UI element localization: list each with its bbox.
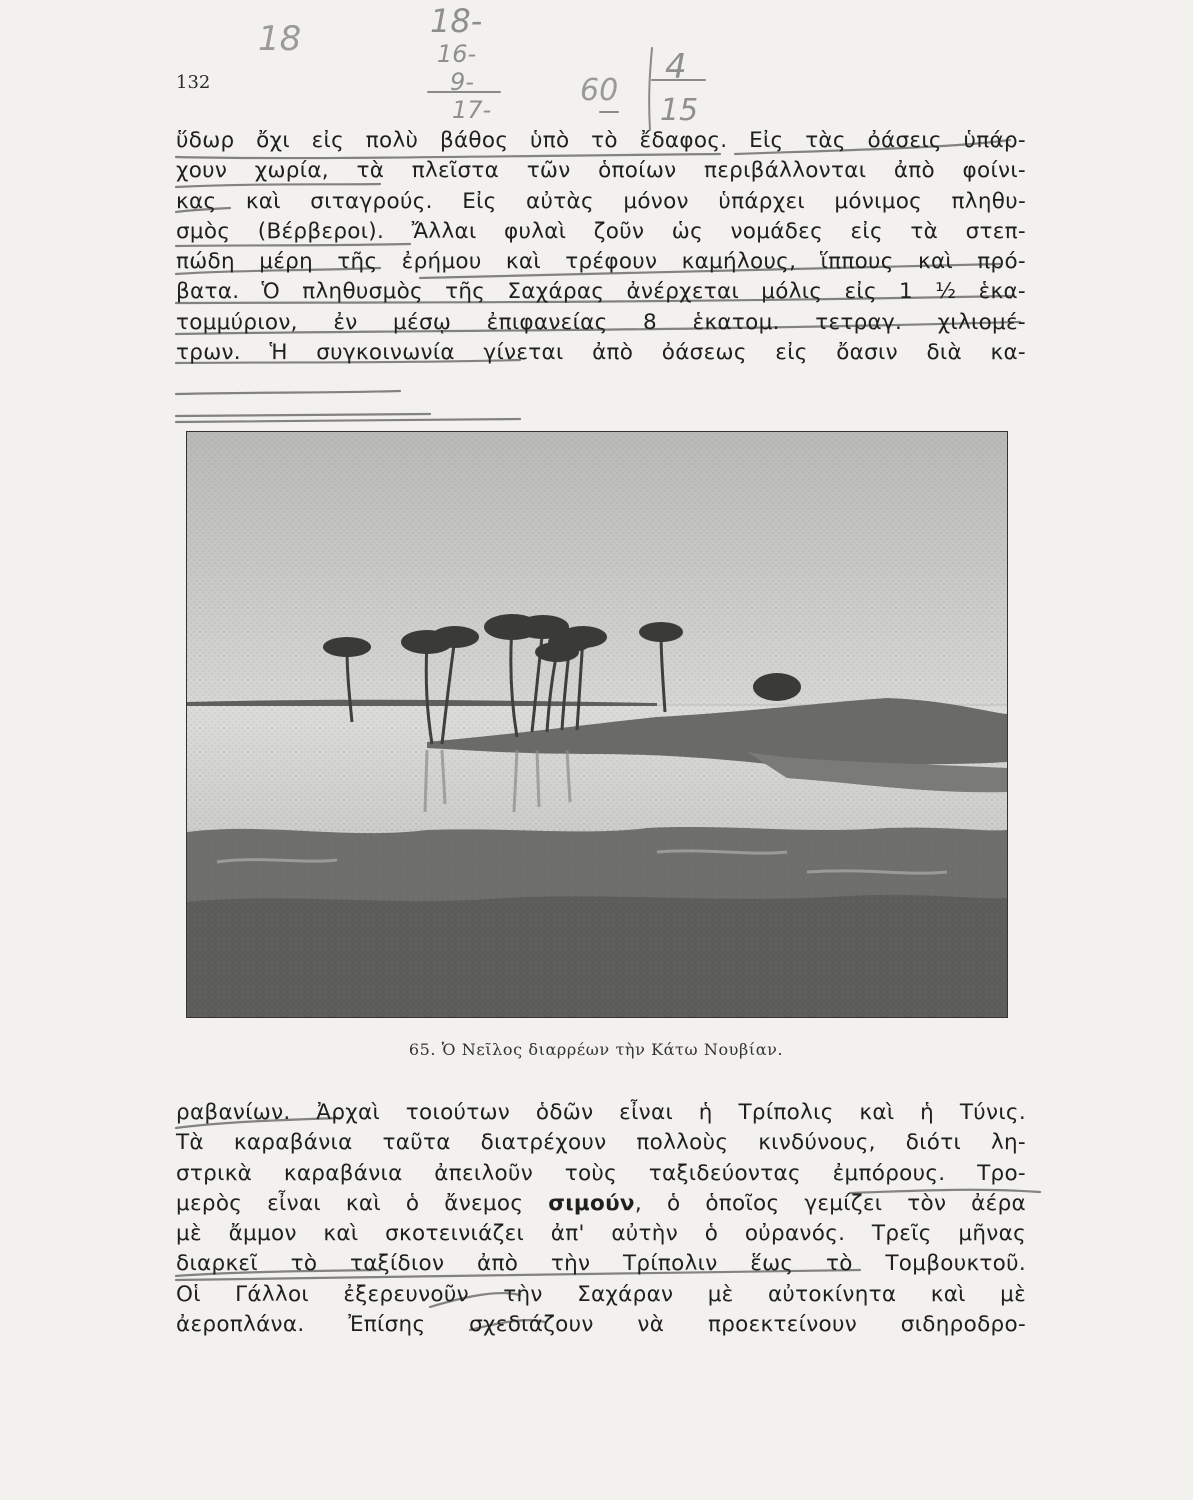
text-line: κας καὶ σιταγρούς. Εἰς αὐτὰς μόνον ὑπάρχει μόνιμος πληθυ-: [176, 188, 1026, 214]
text-line: διαρκεῖ τὸ ταξίδιον ἀπὸ τὴν Τρίπολιν ἕως τὸ Τομβουκτοῦ.: [176, 1251, 1026, 1277]
nile-photograph: [186, 431, 1008, 1018]
note-16: 16-: [437, 40, 477, 68]
text-line: Τὰ καραβάνια ταῦτα διατρέχουν πολλοὺς κινδύνους, διότι λη-: [176, 1130, 1026, 1156]
text-line: χουν χωρία, τὰ πλεῖστα τῶν ὁποίων περιβάλλονται ἀπὸ φοίνι-: [176, 158, 1026, 184]
text-line-simoun: [176, 1189, 1026, 1219]
text-line: Οἱ Γάλλοι ἐξερευνοῦν τὴν Σαχάραν μὲ αὐτοκίνητα καὶ μὲ: [176, 1281, 1026, 1307]
text-line: τρων. Ἡ συγκοινωνία γίνεται ἀπὸ ὀάσεως εἰς ὄασιν διὰ κα-: [176, 340, 1026, 366]
text-line: στρικὰ καραβάνια ἀπειλοῦν τοὺς ταξιδεύοντας ἐμπόρους. Τρο-: [176, 1160, 1026, 1186]
term-simoun: σιμούν: [548, 1190, 635, 1216]
note-18-left: 18: [258, 19, 302, 59]
text-line: ὕδωρ ὄχι εἰς πολὺ βάθος ὑπὸ τὸ ἔδαφος. Εἰς τὰς ὀάσεις ὑπάρ-: [176, 128, 1026, 153]
text-line: σμὸς (Βέρβεροι). Ἄλλαι φυλαὶ ζοῦν ὡς νομάδες εἰς τὰ στεπ-: [176, 218, 1026, 244]
text-line: ἀεροπλάνα. Ἐπίσης σχεδιάζουν νὰ προεκτείνουν σιδηροδρο-: [176, 1312, 1026, 1338]
photo-image: [187, 432, 1007, 1017]
note-17: 17-: [452, 96, 492, 124]
text-line: βατα. Ὁ πληθυσμὸς τῆς Σαχάρας ἀνέρχεται μόλις εἰς 1 ½ ἑκα-: [176, 279, 1026, 305]
text-line: μὲ ἄμμον καὶ σκοτεινιάζει ἀπ' αὐτὴν ὁ οὐρανός. Τρεῖς μῆνας: [176, 1221, 1026, 1247]
text-line: ραβανίων. Ἀρχαὶ τοιούτων ὁδῶν εἶναι ἡ Τρίπολις καὶ ἡ Τύνις.: [176, 1100, 1026, 1125]
photo-caption: 65. Ὁ Νεῖλος διαρρέων τὴν Κάτω Νουβίαν.: [408, 1040, 784, 1059]
note-15: 15: [660, 93, 699, 128]
text-line: τομμύριον, ἐν μέσῳ ἐπιφανείας 8 ἑκατομ. τετραγ. χιλιομέ-: [176, 309, 1026, 335]
text-line: πώδη μέρη τῆς ἐρήμου καὶ τρέφουν καμήλους, ἵππους καὶ πρό-: [176, 249, 1026, 275]
page-number: 132: [176, 72, 211, 93]
paragraph-bottom: [176, 1098, 1026, 1340]
text-segment: μερὸς εἶναι καὶ ὁ ἄνεμος: [176, 1190, 549, 1216]
note-4: 4: [665, 47, 687, 87]
note-9: 9-: [450, 68, 474, 96]
text-segment: , ὁ ὁποῖος γεμίζει τὸν ἀέρα: [634, 1190, 1026, 1216]
paragraph-top: [176, 126, 1026, 368]
note-60: 60: [580, 73, 619, 108]
note-18: 18-: [430, 2, 483, 40]
handwritten-notes: [0, 0, 1193, 140]
